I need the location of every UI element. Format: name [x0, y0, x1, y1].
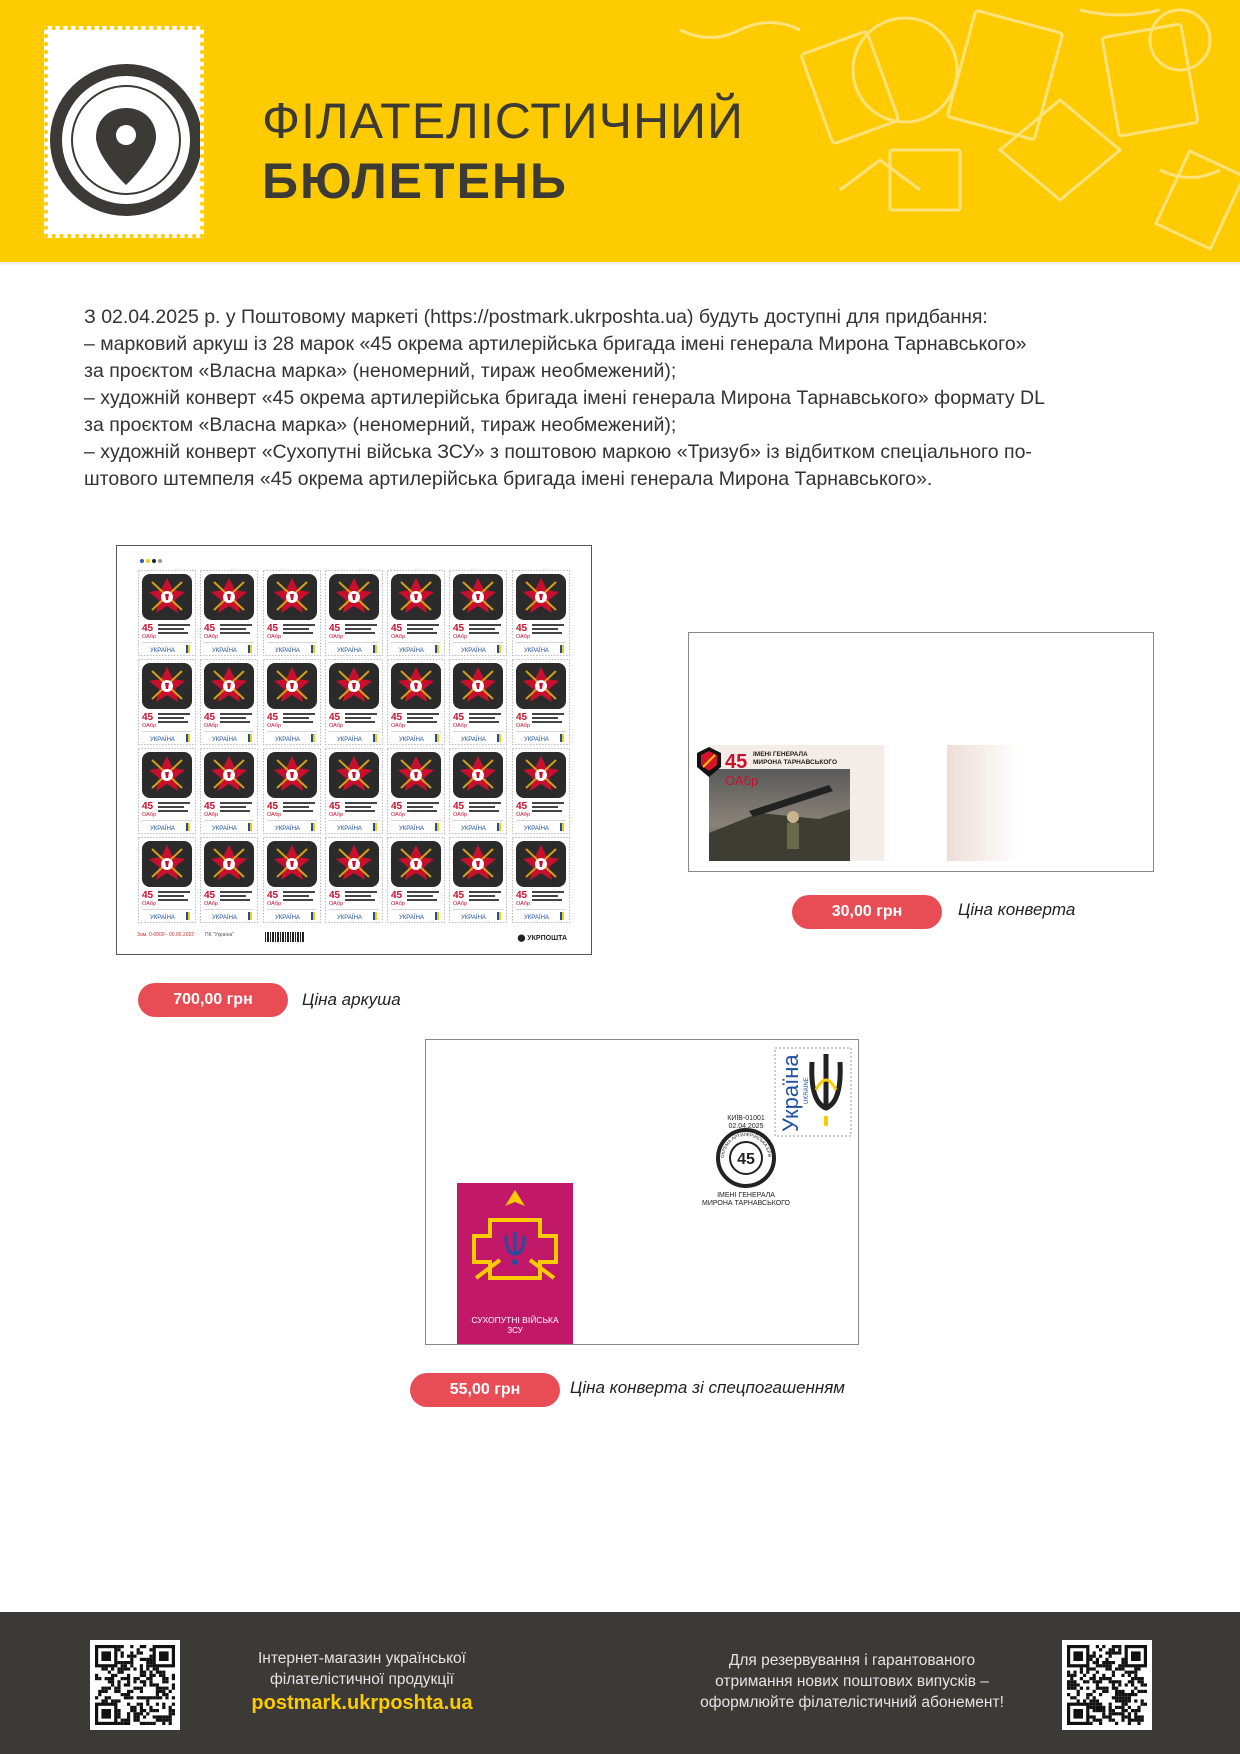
stamp-number: 45	[515, 712, 527, 723]
intro-line: – художній конверт «Сухопутні війська ЗСУ» з поштовою маркою «Тризуб» із відбитком спеціального по-	[84, 441, 1032, 463]
stamp-unit: ОАбр	[204, 634, 219, 640]
stamp-unit: ОАбр	[266, 812, 281, 818]
stamp-grid	[135, 568, 571, 924]
stamp-country: УКРАЇНА	[212, 826, 238, 832]
stamp-number: 45	[142, 623, 154, 634]
sheet-stamp	[263, 659, 321, 745]
stamp-country: УКРАЇНА	[150, 648, 175, 654]
special-price-label: Ціна конверта зі спецпогашенням	[570, 1378, 845, 1397]
envelope-dl-artwork	[689, 633, 1154, 872]
stamp-number: 45	[391, 623, 403, 634]
stamp-country: УКРАЇНА	[399, 737, 425, 743]
postmark-ring-text: ОКРЕМА АРТИЛЕРІЙСЬКА БРИ	[719, 1131, 773, 1159]
sheet-stamp	[200, 837, 258, 923]
stamp-country-sub: UKRAINE	[804, 1077, 810, 1104]
stamp-unit: ОАбр	[453, 812, 468, 818]
stamp-country: УКРАЇНА	[212, 737, 238, 743]
stamp-number: 45	[328, 623, 340, 634]
stamp-unit: ОАбр	[453, 901, 468, 907]
header-shadow	[0, 262, 1240, 266]
stamp-unit: ОАбр	[142, 723, 157, 729]
sheet-stamp	[449, 659, 507, 745]
stamp-number: 45	[204, 801, 216, 812]
stamp-number: 45	[515, 890, 527, 901]
stamp-number: 45	[266, 712, 278, 723]
header-banner	[0, 0, 1240, 262]
stamp-country: УКРАЇНА	[461, 826, 487, 832]
stamp-unit: ОАбр	[391, 634, 406, 640]
sheet-stamp	[512, 837, 570, 923]
intro-line: за проєктом «Власна марка» (неномерний, тираж необмежений);	[84, 360, 677, 382]
sheet-order-code: Зам. 0-0000 - 00.00.2022	[137, 932, 195, 938]
stamp-number: 45	[453, 890, 465, 901]
stamp-unit: ОАбр	[391, 901, 406, 907]
stamp-number: 45	[391, 890, 403, 901]
stamp-number: 45	[515, 623, 527, 634]
envelope-dl	[688, 632, 1154, 872]
color-marks	[139, 558, 163, 564]
sheet-price-label: Ціна аркуша	[302, 990, 401, 1009]
stamp-unit: ОАбр	[204, 723, 219, 729]
stamp-country: Україна	[778, 1054, 803, 1132]
sheet-stamp	[325, 837, 383, 923]
bulletin-title-line1: ФІЛАТЕЛІСТИЧНИЙ	[262, 93, 744, 149]
sheet-stamp	[138, 570, 196, 656]
footer-subscription-text: Для резервування і гарантованого отримання нових поштових випусків – оформлюйте філателістичний абонемент!	[700, 1652, 1004, 1711]
sheet-printer: ПК "Україна"	[205, 932, 235, 938]
stamp-unit: ОАбр	[515, 901, 530, 907]
footer	[0, 1612, 1240, 1754]
envelope-dl-subtitle-2: МИРОНА ТАРНАВСЬКОГО	[753, 759, 838, 766]
sheet-price-badge: 700,00 грн	[138, 983, 288, 1017]
postmark-city: КИЇВ-01001	[727, 1115, 765, 1122]
logo-stamp	[44, 26, 204, 238]
intro-text	[84, 304, 1154, 493]
stamp-number: 45	[266, 801, 278, 812]
envelope-special-cancel	[425, 1039, 859, 1345]
stamp-country: УКРАЇНА	[461, 648, 487, 654]
footer-shop-text: Інтернет-магазин української філателістичної продукції	[258, 1650, 466, 1688]
stamp-unit: ОАбр	[515, 634, 530, 640]
stamp-number: 45	[453, 801, 465, 812]
envelope-price-badge: 30,00 грн	[792, 895, 942, 929]
envelope-price-label: Ціна конверта	[958, 900, 1076, 919]
stamp-number: 45	[204, 890, 216, 901]
sheet-stamp	[387, 570, 445, 656]
stamp-unit: ОАбр	[391, 723, 406, 729]
stamp-country: УКРАЇНА	[399, 648, 425, 654]
sheet-stamp	[512, 659, 570, 745]
sheet-stamp	[138, 659, 196, 745]
map-pin-icon: ⬤	[517, 935, 526, 942]
sheet-stamp	[387, 837, 445, 923]
stamp-country: УКРАЇНА	[212, 915, 238, 921]
stamp-country: УКРАЇНА	[150, 737, 175, 743]
stamp-number: 45	[453, 712, 465, 723]
stamp-unit: ОАбр	[266, 901, 281, 907]
sheet-stamp	[387, 748, 445, 834]
stamp-country: УКРАЇНА	[336, 826, 362, 832]
stamp-unit: ОАбр	[515, 812, 530, 818]
stamp-country: УКРАЇНА	[461, 915, 487, 921]
sheet-stamp	[263, 748, 321, 834]
stamp-unit: ОАбр	[142, 901, 157, 907]
stamp-country: УКРАЇНА	[399, 826, 425, 832]
envelope-special-artwork	[426, 1040, 859, 1345]
sheet-stamp	[138, 748, 196, 834]
stamp-unit: ОАбр	[328, 901, 343, 907]
stamp-country: УКРАЇНА	[461, 737, 487, 743]
stamp-country: УКРАЇНА	[336, 737, 362, 743]
stamp-unit: ОАбр	[453, 634, 468, 640]
stamp-country: УКРАЇНА	[336, 648, 362, 654]
stamp-unit: ОАбр	[328, 634, 343, 640]
stamp-country: УКРАЇНА	[150, 826, 175, 832]
stamp-unit: ОАбр	[204, 901, 219, 907]
sheet-stamp	[325, 748, 383, 834]
sheet-stamp	[387, 659, 445, 745]
trident-stamp	[775, 1048, 851, 1136]
stamp-number: 45	[142, 712, 154, 723]
stamp-number: 45	[391, 801, 403, 812]
sheet-stamp	[325, 570, 383, 656]
stamp-country: УКРАЇНА	[523, 737, 549, 743]
stamp-country: УКРАЇНА	[523, 648, 549, 654]
stamp-country: УКРАЇНА	[274, 915, 300, 921]
stamp-country: УКРАЇНА	[399, 915, 425, 921]
envelope-dl-subtitle-1: ІМЕНІ ГЕНЕРАЛА	[753, 751, 808, 758]
sheet-stamp	[449, 837, 507, 923]
ground-forces-emblem	[457, 1183, 573, 1345]
stamp-number: 45	[391, 712, 403, 723]
stamp-number: 45	[328, 801, 340, 812]
envelope-dl-number: 45	[725, 751, 748, 773]
stamp-number: 45	[453, 623, 465, 634]
stamp-number: 45	[204, 623, 216, 634]
stamp-unit: ОАбр	[328, 723, 343, 729]
stamp-unit: ОАбр	[453, 723, 468, 729]
stamp-sheet	[116, 545, 592, 955]
sheet-stamp	[325, 659, 383, 745]
stamp-country: УКРАЇНА	[212, 648, 238, 654]
stamp-country: УКРАЇНА	[150, 915, 175, 921]
intro-line: З 02.04.2025 р. у Поштовому маркеті (https://postmark.ukrposhta.ua) будуть доступні для придбання:	[84, 306, 988, 328]
envelope-dl-unit: ОАбр	[725, 773, 759, 788]
intro-line: штового штемпеля «45 окрема артилерійська бригада імені генерала Мирона Тарнавського».	[84, 468, 933, 490]
stamp-unit: ОАбр	[142, 812, 157, 818]
postmark-number: 45	[737, 1151, 755, 1168]
intro-line: – художній конверт «45 окрема артилерійська бригада імені генерала Мирона Тарнавського» формату DL	[84, 387, 1045, 409]
stamp-number: 45	[328, 890, 340, 901]
footer-shop-link[interactable]: postmark.ukrposhta.ua	[251, 1692, 473, 1714]
bulletin-title-line2: БЮЛЕТЕНЬ	[262, 153, 568, 209]
sheet-brand: ⬤ УКРПОШТА	[517, 935, 567, 942]
stamp-unit: ОАбр	[391, 812, 406, 818]
special-price-badge: 55,00 грн	[410, 1373, 560, 1407]
postmark-date: 02.04.2025	[728, 1123, 764, 1130]
stamp-country: УКРАЇНА	[274, 826, 300, 832]
stamp-country: УКРАЇНА	[336, 915, 362, 921]
qr-code-subscription[interactable]	[1062, 1640, 1152, 1730]
stamp-number: 45	[328, 712, 340, 723]
stamp-number: 45	[142, 801, 154, 812]
stamp-number: 45	[204, 712, 216, 723]
qr-code-shop[interactable]	[90, 1640, 180, 1730]
emblem-caption-1: СУХОПУТНІ ВІЙСЬКА	[471, 1315, 559, 1325]
stamp-country: УКРАЇНА	[274, 648, 300, 654]
stamp-unit: ОАбр	[266, 723, 281, 729]
stamp-unit: ОАбр	[142, 634, 157, 640]
stamp-unit: ОАбр	[266, 634, 281, 640]
stamp-number: 45	[266, 890, 278, 901]
stamp-country: УКРАЇНА	[523, 826, 549, 832]
intro-line: – марковий аркуш із 28 марок «45 окрема артилерійська бригада імені генерала Мирона Тарнавського»	[84, 333, 1027, 355]
sheet-stamp	[200, 659, 258, 745]
stamp-unit: ОАбр	[204, 812, 219, 818]
barcode	[265, 932, 305, 942]
stamp-country: УКРАЇНА	[274, 737, 300, 743]
sheet-stamp	[200, 570, 258, 656]
sheet-stamp	[200, 748, 258, 834]
intro-line: за проєктом «Власна марка» (неномерний, тираж необмежений);	[84, 414, 677, 436]
sheet-stamp	[449, 748, 507, 834]
special-postmark	[426, 1040, 791, 1207]
stamp-number: 45	[266, 623, 278, 634]
sheet-stamp	[449, 570, 507, 656]
sheet-stamp	[263, 570, 321, 656]
sheet-stamp	[512, 748, 570, 834]
stamp-unit: ОАбр	[328, 812, 343, 818]
stamp-number: 45	[515, 801, 527, 812]
stamp-number: 45	[142, 890, 154, 901]
emblem-caption-2: ЗСУ	[507, 1326, 523, 1335]
stamp-unit: ОАбр	[515, 723, 530, 729]
postmark-caption-2: МИРОНА ТАРНАВСЬКОГО	[702, 1200, 790, 1207]
sheet-stamp	[263, 837, 321, 923]
sheet-stamp	[512, 570, 570, 656]
sheet-stamp	[138, 837, 196, 923]
stamp-country: УКРАЇНА	[523, 915, 549, 921]
postmark-caption-1: ІМЕНІ ГЕНЕРАЛА	[717, 1192, 775, 1199]
